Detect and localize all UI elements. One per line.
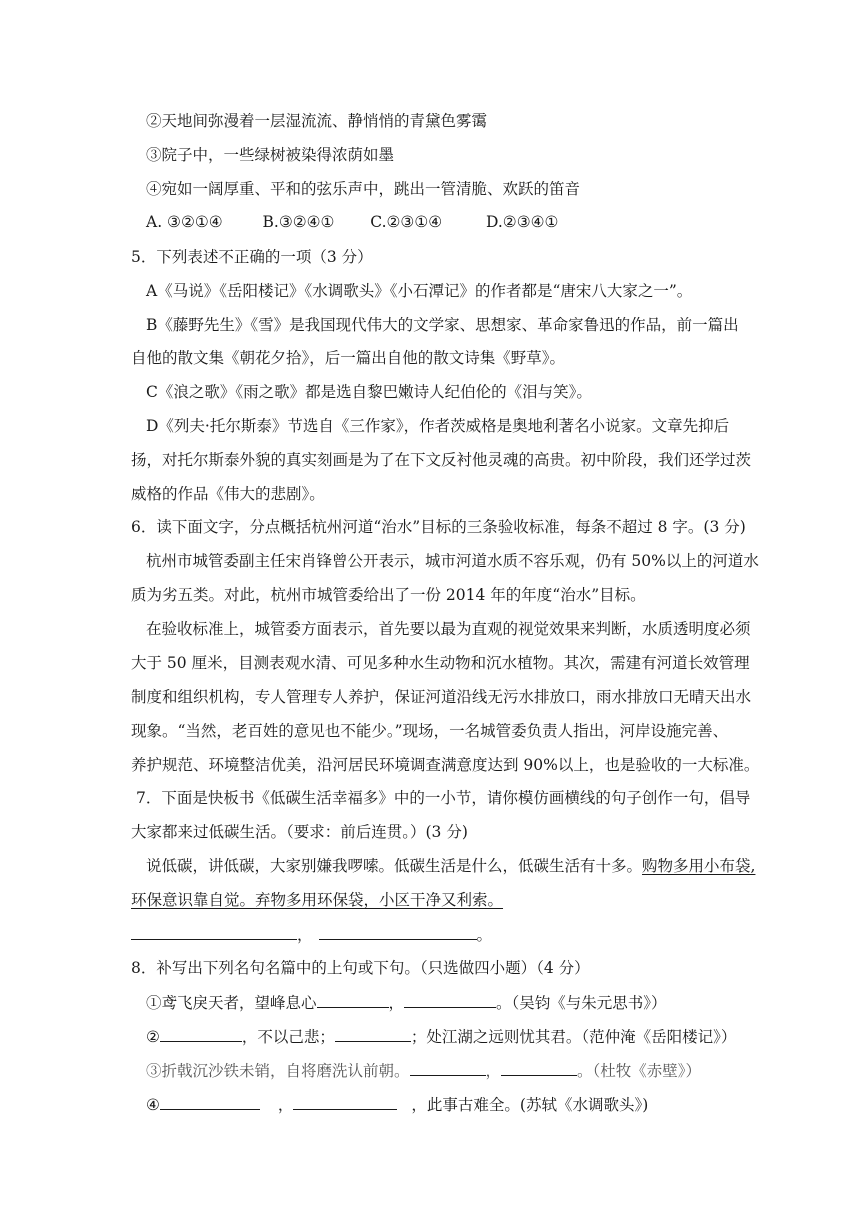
q6-para2-line4: 现象。“当然，老百姓的意见也不能少。”现场，一名城管委负责人指出，河岸设施完善、 — [131, 722, 729, 740]
q8-stem: 8．补写出下列名句名篇中的上句或下句。（只选做四小题）（4 分） — [131, 959, 590, 977]
q8-item-3-blank-1[interactable] — [410, 1060, 486, 1076]
q8-item-2-blank-1[interactable] — [160, 1026, 242, 1042]
q8-item-3 — [146, 1060, 701, 1081]
q8-item-1-source: 。（吴钧《与朱元思书》） — [496, 994, 667, 1012]
q4-option-a: A. ③②①④ — [146, 213, 223, 231]
q8-item-2-source: ；处江湖之远则忧其君。（范仲淹《岳阳楼记》） — [410, 1028, 737, 1046]
q8-item-3-source: 。（杜牧《赤壁》） — [577, 1062, 702, 1080]
q8-item-1-blank-1[interactable] — [317, 992, 389, 1008]
q6-para1-line1: 杭州市城管委副主任宋肖锋曾公开表示，城市河道水质不容乐观，仍有 50%以上的河道水 — [146, 552, 759, 570]
q7-body-line2 — [131, 890, 503, 910]
q4-item-3: ③院子中，一些绿树被染得浓荫如墨 — [146, 146, 395, 164]
q8-item-4 — [146, 1094, 648, 1115]
q8-item-4-blank-2[interactable] — [293, 1094, 397, 1110]
q7-stem-line1: 7．下面是快板书《低碳生活幸福多》中的一小节，请你模仿画横线的句子创作一句，倡导 — [136, 789, 751, 807]
q7-underlined-sentence-part2: 环保意识靠自觉。弃物多用环保袋，小区干净又利索。 — [131, 891, 504, 909]
q6-para2-line1: 在验收标准上，城管委方面表示，首先要以最为直观的视觉效果来判断，水质透明度必须 — [146, 620, 751, 638]
q8-item-4-blank-1[interactable] — [160, 1094, 260, 1110]
q7-answer-blank-1[interactable] — [131, 924, 297, 940]
q8-item-4-number: ④ — [146, 1096, 160, 1114]
q8-item-2-middle: ，不以己悲； — [241, 1028, 335, 1046]
q6-para2-line2: 大于 50 厘米，目测表观水清、可见多种水生动物和沉水植物。其次，需建有河道长效管理 — [131, 654, 750, 672]
q8-item-2 — [146, 1026, 736, 1047]
q5-option-b-line1: B《藤野先生》《雪》是我国现代伟大的文学家、思想家、革命家鲁迅的作品，前一篇出 — [146, 316, 739, 334]
q7-answer-line — [131, 924, 492, 945]
q4-option-c: C.②③①④ — [370, 213, 443, 231]
q4-option-d: D.②③④① — [486, 213, 559, 231]
q8-item-4-source: ，此事古难全。(苏轼《水调歌头》) — [411, 1096, 649, 1114]
q5-option-b-line2: 自他的散文集《朝花夕拾》，后一篇出自他的散文诗集《野草》。 — [131, 349, 566, 367]
q4-option-b: B.③②④① — [262, 213, 335, 231]
q8-item-2-number: ② — [146, 1028, 160, 1046]
q4-item-2: ②天地间弥漫着一层湿流流、静悄悄的青黛色雾霭 — [146, 112, 488, 130]
q8-item-3-prompt: ③折戟沉沙铁未销，自将磨洗认前朝。 — [146, 1062, 410, 1080]
q7-underlined-sentence-part1: 购物多用小布袋, — [642, 857, 756, 875]
q7-period: 。 — [476, 926, 493, 944]
q7-comma: ， — [297, 926, 313, 944]
q8-item-1-prompt: ①鸢飞戾天者，望峰息心 — [146, 994, 317, 1012]
q6-para2-line5: 养护规范、环境整洁优美，沿河居民环境调查满意度达到 90%以上，也是验收的一大标准。 — [131, 756, 760, 774]
q7-body-line1 — [146, 856, 755, 876]
q4-options — [146, 212, 558, 232]
q8-item-1-comma: ， — [388, 994, 405, 1012]
q8-item-2-blank-2[interactable] — [335, 1026, 411, 1042]
q5-option-d-line1: D《列夫·托尔斯泰》节选自《三作家》，作者茨威格是奥地利著名小说家。文章先抑后 — [146, 417, 730, 435]
q8-item-1-blank-2[interactable] — [404, 992, 496, 1008]
q4-item-4: ④宛如一阔厚重、平和的弦乐声中，跳出一管清脆、欢跃的笛音 — [146, 180, 581, 198]
q5-option-c: C《浪之歌》《雨之歌》都是选自黎巴嫩诗人纪伯伦的《泪与笑》。 — [146, 383, 592, 401]
q5-option-a: A《马说》《岳阳楼记》《水调歌头》《小石潭记》的作者都是“唐宋八大家之一”。 — [146, 282, 693, 300]
q5-option-d-line2: 扬，对托尔斯泰外貌的真实刻画是为了在下文反衬他灵魂的高贵。初中阶段，我们还学过茨 — [131, 451, 752, 469]
q6-para2-line3: 制度和组织机构，专人管理专人养护，保证河道沿线无污水排放口，雨水排放口无晴天出水 — [131, 688, 752, 706]
q6-para1-line2: 质为劣五类。对此，杭州市城管委给出了一份 2014 年的年度“治水”目标。 — [131, 586, 646, 604]
q8-item-1 — [146, 992, 667, 1013]
q7-body-plain: 说低碳，讲低碳，大家别嫌我啰嗦。低碳生活是什么，低碳生活有十多。 — [146, 857, 643, 875]
q5-option-d-line3: 威格的作品《伟大的悲剧》。 — [131, 485, 325, 503]
q5-stem: 5．下列表述不正确的一项（3 分） — [131, 248, 373, 266]
q8-item-4-comma: ， — [277, 1096, 294, 1114]
q7-stem-line2: 大家都来过低碳生活。（要求：前后连贯。）(3 分) — [131, 823, 468, 841]
q6-stem: 6．读下面文字，分点概括杭州河道“治水”目标的三条验收标准，每条不超过 8 字。(3 分) — [131, 518, 746, 536]
q8-item-3-comma: ， — [485, 1062, 502, 1080]
q7-answer-blank-2[interactable] — [319, 924, 477, 940]
q8-item-3-blank-2[interactable] — [501, 1060, 577, 1076]
